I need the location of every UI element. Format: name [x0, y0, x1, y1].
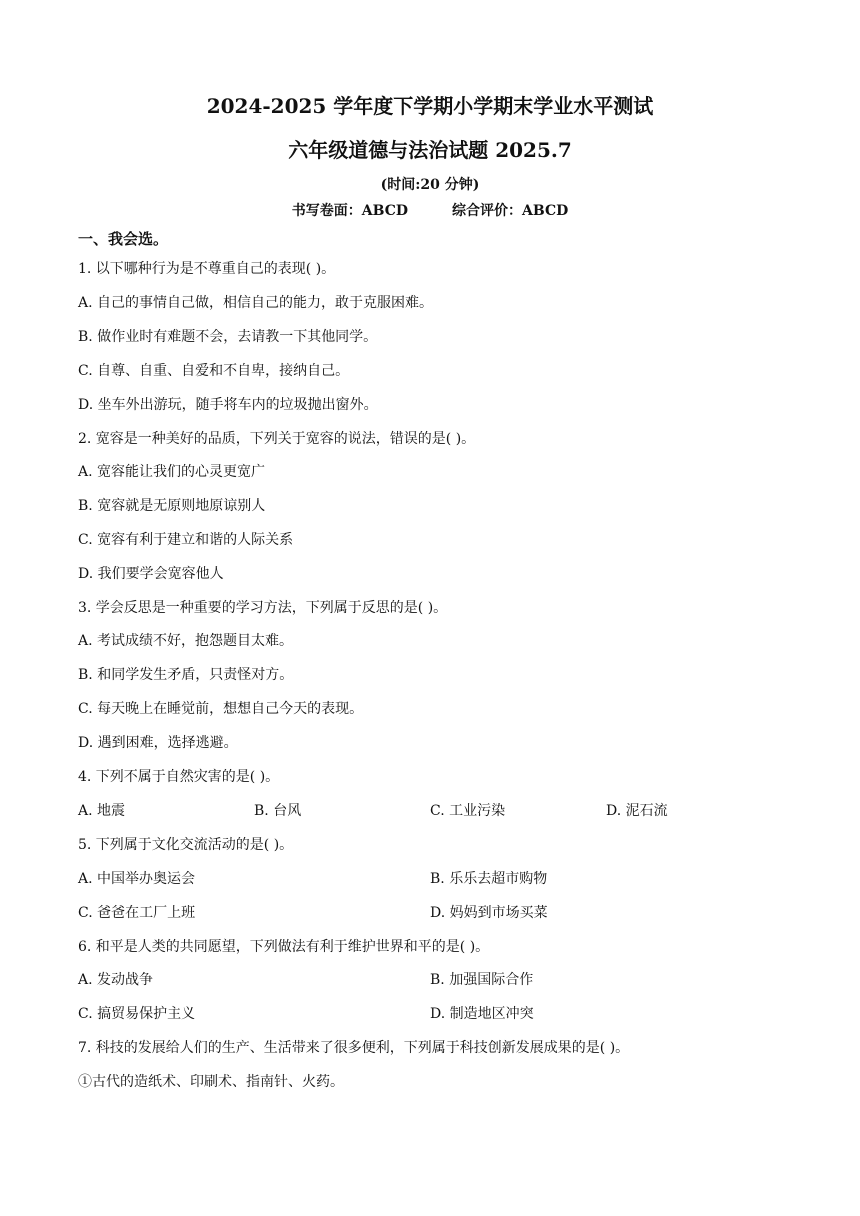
- exam-time: (时间:20 分钟): [380, 177, 480, 193]
- question-4-option-b: B. 台风: [254, 803, 302, 819]
- question-4-option-a: A. 地震: [78, 803, 126, 819]
- question-7-item-1: ①古代的造纸术、印刷术、指南针、火药。: [78, 1074, 344, 1090]
- question-2-stem: 2. 宽容是一种美好的品质，下列关于宽容的说法，错误的是( )。: [78, 431, 476, 447]
- question-1-option-a: A. 自己的事情自己做，相信自己的能力，敢于克服困难。: [78, 295, 434, 311]
- question-5-option-b: B. 乐乐去超市购物: [430, 871, 548, 887]
- question-1-stem: 1. 以下哪种行为是不尊重自己的表现( )。: [78, 261, 336, 277]
- question-5-stem: 5. 下列属于文化交流活动的是( )。: [78, 837, 294, 853]
- question-7-stem: 7. 科技的发展给人们的生产、生活带来了很多便利，下列属于科技创新发展成果的是( )。: [78, 1040, 630, 1056]
- question-2-option-c: C. 宽容有利于建立和谐的人际关系: [78, 532, 294, 548]
- question-1-option-c: C. 自尊、自重、自爱和不自卑，接纳自己。: [78, 363, 350, 379]
- question-3-option-c: C. 每天晚上在睡觉前，想想自己今天的表现。: [78, 701, 364, 717]
- exam-subtitle: 六年级道德与法治试题 2025.7: [288, 138, 572, 162]
- question-6-option-a: A. 发动战争: [78, 972, 154, 988]
- question-1-option-b: B. 做作业时有难题不会，去请教一下其他同学。: [78, 329, 378, 345]
- question-3-option-a: A. 考试成绩不好，抱怨题目太难。: [78, 633, 294, 649]
- question-4-stem: 4. 下列不属于自然灾害的是( )。: [78, 769, 280, 785]
- question-4-option-c: C. 工业污染: [430, 803, 506, 819]
- question-6-option-d: D. 制造地区冲突: [430, 1006, 534, 1022]
- question-6-stem: 6. 和平是人类的共同愿望，下列做法有利于维护世界和平的是( )。: [78, 939, 490, 955]
- writing-score: 书写卷面：ABCD: [291, 203, 408, 219]
- question-2-option-b: B. 宽容就是无原则地原谅别人: [78, 498, 266, 514]
- question-3-option-b: B. 和同学发生矛盾，只责怪对方。: [78, 667, 294, 683]
- question-6-option-c: C. 搞贸易保护主义: [78, 1006, 196, 1022]
- question-6-option-b: B. 加强国际合作: [430, 972, 534, 988]
- section-title: 一、我会选。: [78, 230, 169, 248]
- question-3-stem: 3. 学会反思是一种重要的学习方法，下列属于反思的是( )。: [78, 600, 448, 616]
- question-5-option-c: C. 爸爸在工厂上班: [78, 905, 196, 921]
- overall-score: 综合评价：ABCD: [452, 203, 569, 219]
- question-3-option-d: D. 遇到困难，选择逃避。: [78, 735, 238, 751]
- question-2-option-d: D. 我们要学会宽容他人: [78, 566, 224, 582]
- question-4-option-d: D. 泥石流: [606, 803, 668, 819]
- exam-title: 2024-2025 学年度下学期小学期末学业水平测试: [206, 94, 654, 118]
- question-5-option-d: D. 妈妈到市场买菜: [430, 905, 548, 921]
- question-1-option-d: D. 坐车外出游玩，随手将车内的垃圾抛出窗外。: [78, 397, 378, 413]
- question-2-option-a: A. 宽容能让我们的心灵更宽广: [78, 464, 266, 480]
- score-line: [0, 200, 860, 220]
- question-5-option-a: A. 中国举办奥运会: [78, 871, 196, 887]
